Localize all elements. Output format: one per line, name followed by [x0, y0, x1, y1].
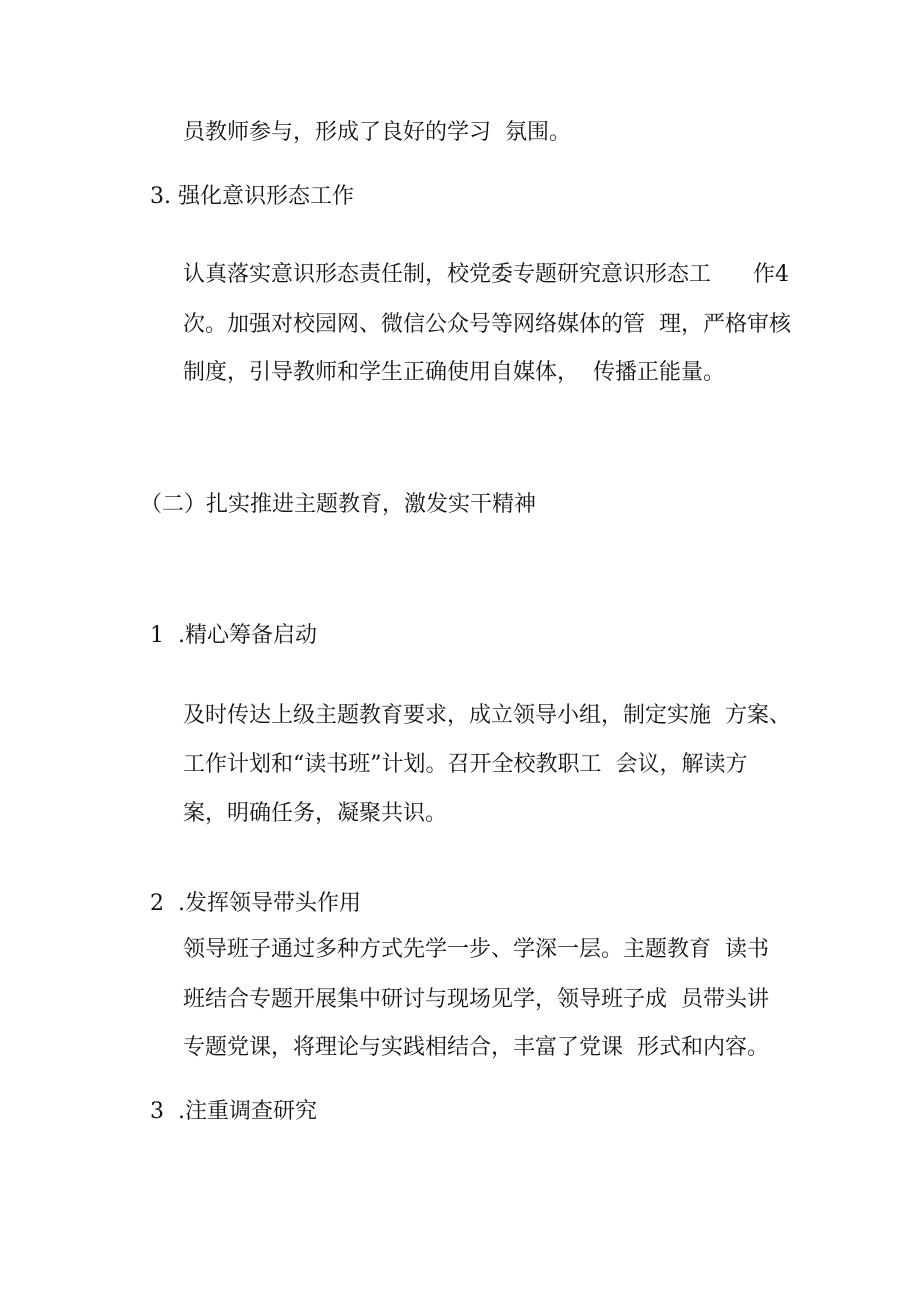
section-heading-theme-education: （二）扎实推进主题教育，激发实干精神 [140, 492, 537, 517]
subheading-prepare-launch: 1 .精心筹备启动 [150, 623, 317, 648]
subheading-leadership-role: 2 .发挥领导带头作用 [150, 891, 361, 916]
paragraph-line: 认真落实意识形态责任制，校党委专题研究意识形态工 作4 [183, 262, 789, 287]
paragraph-line: 工作计划和“读书班”计划。召开全校教职工 会议，解读方 [183, 752, 748, 777]
paragraph-line: 领导班子通过多种方式先学一步、学深一层。主题教育 读书 [183, 937, 769, 962]
paragraph-line: 员教师参与，形成了良好的学习 氛围。 [183, 120, 571, 145]
paragraph-line: 制度，引导教师和学生正确使用自媒体， 传播正能量。 [183, 360, 725, 385]
paragraph-line: 班结合专题开展集中研讨与现场见学，领导班子成 员带头讲 [183, 987, 769, 1012]
subheading-strengthen-ideology: 3. 强化意识形态工作 [150, 184, 354, 209]
subheading-investigation-research: 3 .注重调查研究 [150, 1099, 317, 1124]
paragraph-line: 及时传达上级主题教育要求，成立领导小组，制定实施 方案、 [183, 703, 791, 728]
paragraph-line: 次。加强对校园网、微信公众号等网络媒体的管 理，严格审核 [183, 312, 791, 337]
paragraph-line: 专题党课，将理论与实践相结合，丰富了党课 形式和内容。 [183, 1035, 769, 1060]
paragraph-line: 案，明确任务，凝聚共识。 [183, 801, 448, 826]
